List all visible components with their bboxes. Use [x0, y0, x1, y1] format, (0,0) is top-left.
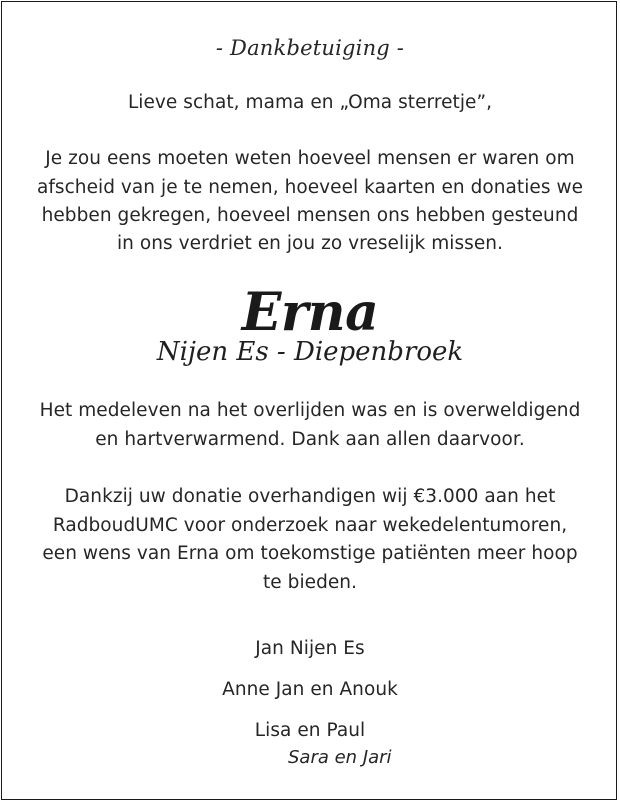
intro-line: afscheid van je te nemen, hoeveel kaarten en donaties we: [36, 177, 584, 198]
intro-line: Je zou eens moeten weten hoeveel mensen er waren om: [45, 148, 575, 169]
intro-line: in ons verdriet en jou zo vreselijk missen.: [116, 233, 504, 254]
donation-line: een wens van Erna om toekomstige patiënten meer hoop: [42, 543, 578, 564]
donation-line: te bieden.: [262, 572, 357, 593]
donation-line: Dankzij uw donatie overhandigen wij €3.000 aan het: [64, 486, 556, 507]
thanks-line: en hartverwarmend. Dank aan allen daarvoor.: [95, 429, 525, 450]
signature-child: Anne Jan en Anouk: [222, 679, 398, 700]
signature-spouse: Jan Nijen Es: [255, 638, 365, 659]
greeting: Lieve schat, mama en „Oma sterretje”,: [127, 92, 493, 113]
obituary-card: [1, 1, 617, 800]
thanks-line: Het medeleven na het overlijden was en is overweldigend: [39, 400, 581, 421]
intro-line: hebben gekregen, hoeveel mensen ons hebben gesteund: [41, 205, 579, 226]
heading: - Dankbetuiging -: [215, 36, 405, 60]
deceased-surname: Nijen Es - Diepenbroek: [156, 337, 464, 367]
deceased-first-name: Erna: [241, 282, 379, 343]
donation-line: RadboudUMC voor onderzoek naar wekedelentumoren,: [52, 515, 568, 536]
signature-child: Lisa en Paul: [254, 720, 366, 741]
signature-grandchildren: Sara en Jari: [288, 747, 392, 768]
